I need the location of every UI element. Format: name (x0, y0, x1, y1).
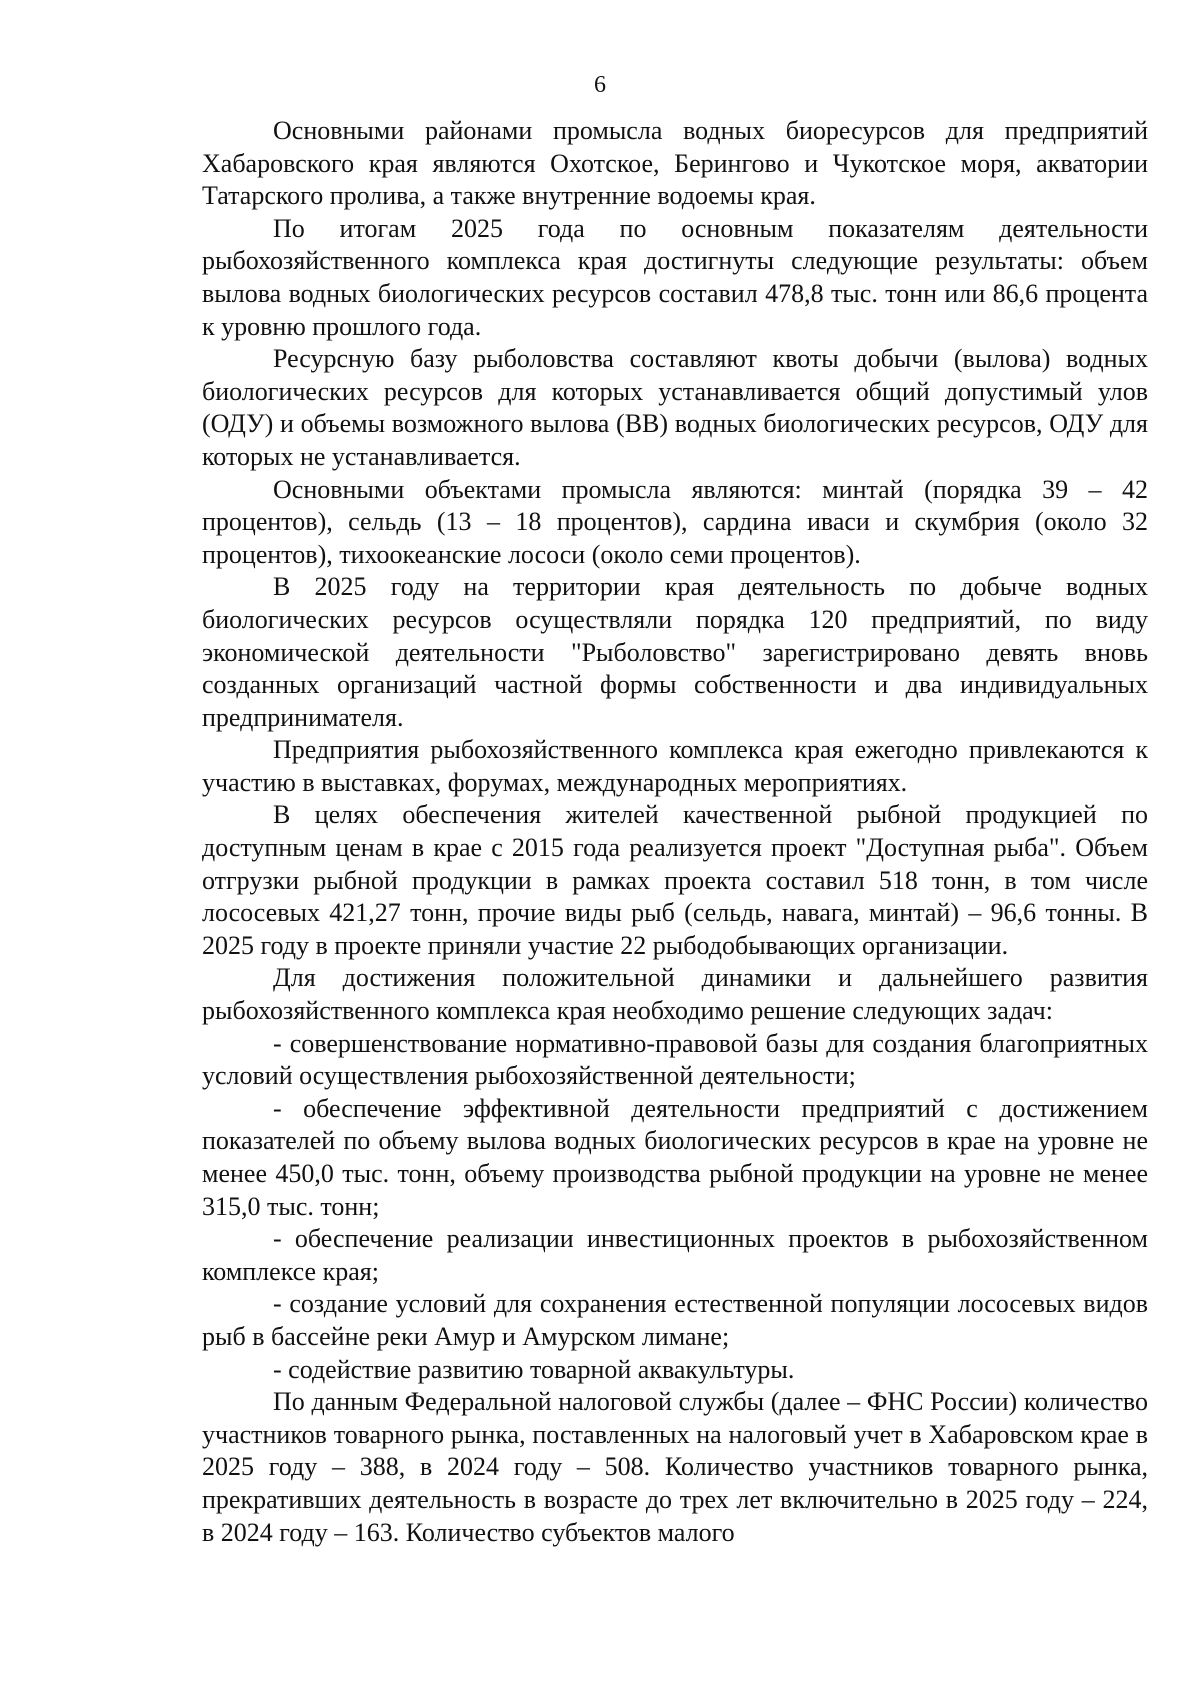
paragraph-resource-base: Ресурсную базу рыболовства составляют квоты добычи (вылова) водных биологических ресурсов для которых устанавливается общий допустимый улов (ОДУ) и объемы возможного вылова (ВВ) водных биологических ресурсов, ОДУ для которых не устанавливается. (202, 344, 1148, 471)
paragraph-fishing-areas: Основными районами промысла водных биоресурсов для предприятий Хабаровского края являются Охотское, Берингово и Чукотское моря, акватории Татарского пролива, а также внутренние водоемы края. (202, 116, 1148, 211)
paragraph-tasks-intro: Для достижения положительной динамики и дальнейшего развития рыбохозяйственного комплекса края необходимо решение следующих задач: (202, 963, 1148, 1026)
list-item-investment-projects: - обеспечение реализации инвестиционных проектов в рыбохозяйственном комплексе края; (202, 1224, 1148, 1286)
paragraph-fishing-objects: Основными объектами промысла являются: минтай (порядка 39 – 42 процентов), сельдь (13 – 18 процентов), сардина иваси и скумбрия (около 32 процентов), тихоокеанские лососи (около семи процентов). (202, 474, 1148, 569)
list-item-regulatory-base: - совершенствование нормативно-правовой базы для создания благоприятных условий осуществления рыбохозяйственной деятельности; (202, 1028, 1148, 1091)
document-body (202, 115, 1148, 1549)
paragraph-exhibitions: Предприятия рыбохозяйственного комплекса края ежегодно привлекаются к участию в выставках, форумах, международных мероприятиях. (202, 735, 1148, 797)
paragraph-fns-data: По данным Федеральной налоговой службы (далее – ФНС России) количество участников товарного рынка, поставленных на налоговый учет в Хабаровском крае в 2025 году – 388, в 2024 году – 508. Количество участников товарного рынка, прекративших деятельность в возрасте до трех лет включительно в 2025 году – 224, в 2024 году – 163. Количество субъектов малого (202, 1387, 1148, 1547)
paragraph-enterprises: В 2025 году на территории края деятельность по добыче водных биологических ресурсов осуществляли порядка 120 предприятий, по виду экономической деятельности "Рыболовство" зарегистрировано девять вновь созданных организаций частной формы собственности и два индивидуальных предпринимателя. (202, 572, 1148, 732)
list-item-salmon-conservation: - создание условий для сохранения естественной популяции лососевых видов рыб в бассейне реки Амур и Амурском лимане; (202, 1289, 1148, 1351)
paragraph-affordable-fish: В целях обеспечения жителей качественной рыбной продукцией по доступным ценам в крае с 2015 года реализуется проект "Доступная рыба". Объем отгрузки рыбной продукции в рамках проекта составил 518 тонн, в том числе лососевых 421,27 тонн, прочие виды рыб (сельдь, навага, минтай) – 96,6 тонны. В 2025 году в проекте приняли участие 22 рыбодобывающих организации. (202, 800, 1148, 960)
paragraph-2025-results: По итогам 2025 года по основным показателям деятельности рыбохозяйственного комплекса края достигнуты следующие результаты: объем вылова водных биологических ресурсов составил 478,8 тыс. тонн или 86,6 процента к уровню прошлого года. (202, 213, 1148, 341)
list-item-aquaculture: - содействие развитию товарной аквакультуры. (273, 1354, 795, 1384)
page-number: 6 (594, 72, 606, 98)
list-item-efficient-activity: - обеспечение эффективной деятельности предприятий с достижением показателей по объему вылова водных биологических ресурсов в крае на уровне не менее 450,0 тыс. тонн, объему производства рыбной продукции на уровне не менее 315,0 тыс. тонн; (202, 1093, 1148, 1221)
